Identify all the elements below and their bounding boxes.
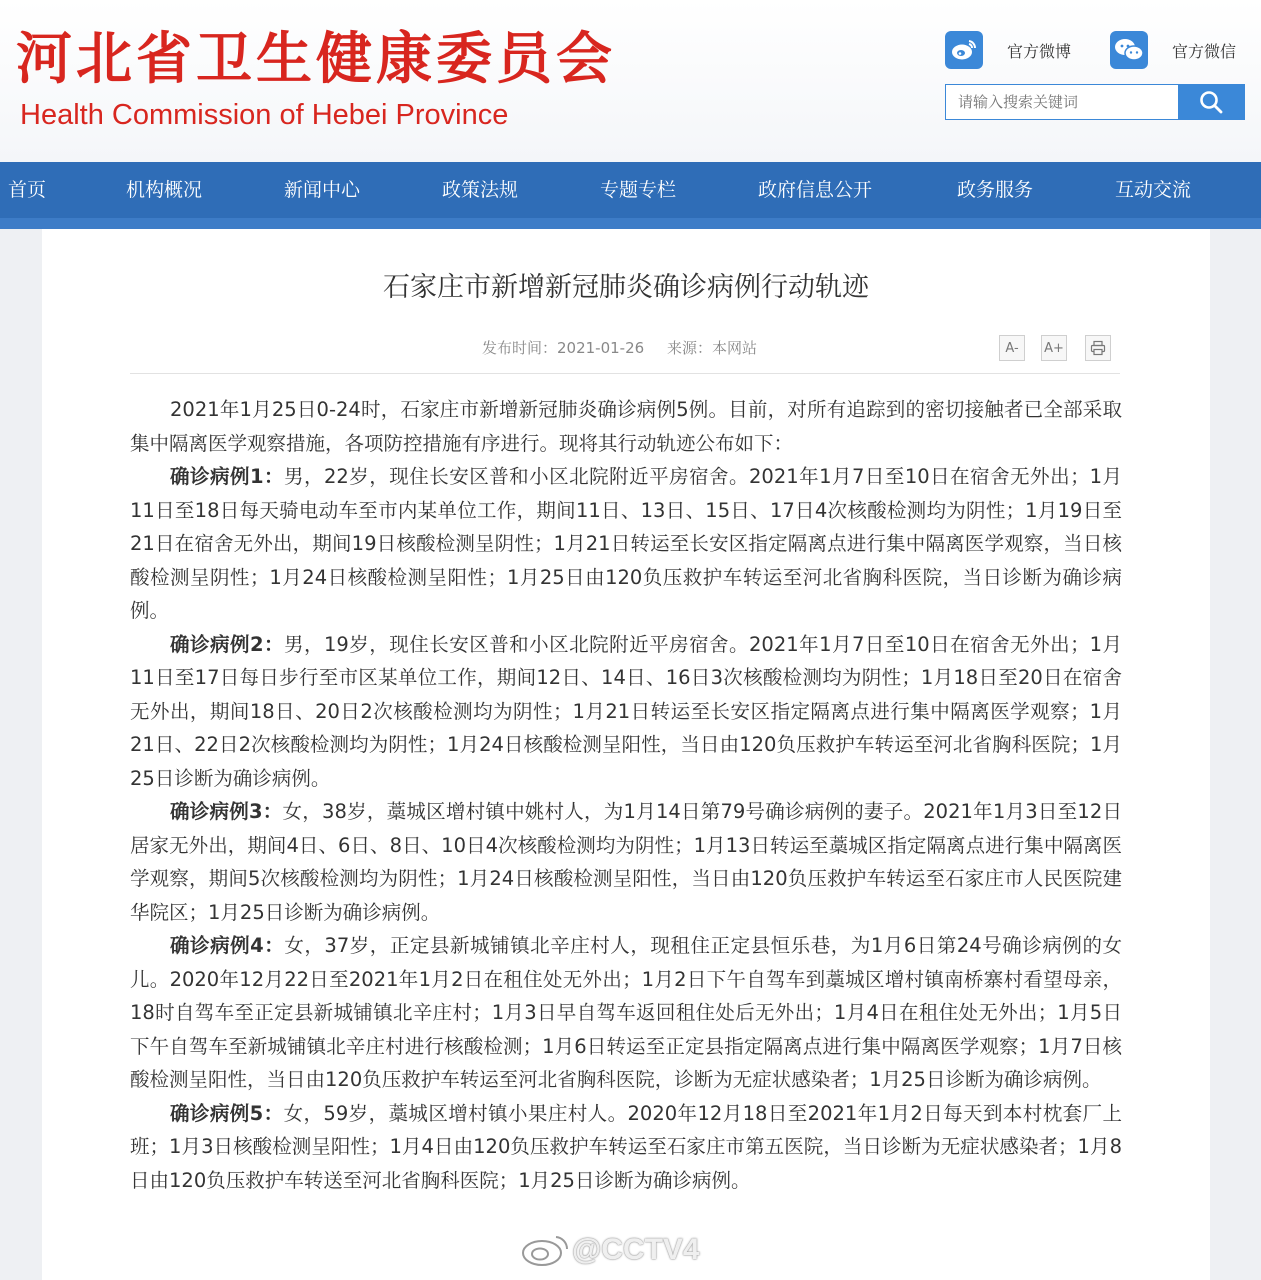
font-larger-label: A+: [1044, 340, 1064, 356]
font-larger-button[interactable]: [1041, 335, 1067, 361]
wechat-link[interactable]: [1110, 30, 1236, 70]
case-label: 确诊病例2：: [170, 632, 284, 656]
article-intro: 2021年1月25日0-24时，石家庄市新增新冠肺炎确诊病例5例。目前，对所有追踪到的密切接触者已全部采取集中隔离医学观察措施，各项防控措施有序进行。现将其行动轨迹公布如下：: [130, 398, 1122, 455]
case-text: 女，37岁，正定县新城铺镇北辛庄村人，现租住正定县恒乐巷，为1月6日第24号确诊病例的女儿。2020年12月22日至2021年1月2日在租住处无外出；1月2日下午自驾车到藁城区增村镇南桥寨村看望母亲，18时自驾车至正定县新城铺镇北辛庄村；1月3日早自驾车返回租住处后无外出；1月4日在租住处无外出；1月5日下午自驾车至新城铺镇北辛庄村进行核酸检测；1月6日转运至正定县指定隔离点进行集中隔离医学观察；1月7日核酸检测呈阳性，当日由120负压救护车转运至河北省胸科医院，诊断为无症状感染者；1月25日诊断为确诊病例。: [130, 934, 1122, 1091]
nav-item-about[interactable]: 机构概况: [126, 179, 203, 201]
watermark: [520, 1228, 700, 1272]
nav-underline: [0, 218, 1261, 229]
watermark-text: @CCTV4: [572, 1233, 700, 1266]
nav-item-news[interactable]: 新闻中心: [284, 179, 361, 201]
site-header: [0, 0, 1261, 162]
search-icon: [1199, 90, 1223, 114]
article-body: [130, 393, 1122, 1197]
case-label: 确诊病例1：: [170, 465, 284, 488]
font-smaller-button[interactable]: [999, 335, 1025, 361]
search-input[interactable]: [946, 85, 1178, 119]
case-label: 确诊病例3：: [170, 800, 283, 823]
search-box: [945, 84, 1245, 120]
case-label: 确诊病例5：: [170, 1101, 284, 1125]
wechat-icon[interactable]: [1110, 31, 1148, 69]
nav-item-policy[interactable]: 政策法规: [442, 179, 519, 201]
case-paragraph: [130, 795, 1122, 929]
case-text: 男，19岁，现住长安区普和小区北院附近平房宿舍。2021年1月7日至10日在宿舍无外出；1月11日至17日每日步行至市区某单位工作，期间12日、14日、16日3次核酸检测均为阴性；1月18日至20日在宿舍无外出，期间18日、20日2次核酸检测均为阴性；1月21日转运至长安区指定隔离点进行集中隔离医学观察；1月21日、22日2次核酸检测均为阴性；1月24日核酸检测呈阳性，当日由120负压救护车转运至河北省胸科医院；1月25日诊断为确诊病例。: [130, 632, 1122, 790]
case-text: 女，38岁，藁城区增村镇中姚村人，为1月14日第79号确诊病例的妻子。2021年1月3日至12日居家无外出，期间4日、6日、8日、10日4次核酸检测均为阴性；1月13日转运至藁城区指定隔离点进行集中隔离医学观察，期间5次核酸检测均为阴性；1月24日核酸检测呈阳性，当日由120负压救护车转运至石家庄市人民医院建华院区；1月25日诊断为确诊病例。: [130, 800, 1122, 924]
nav-item-interaction[interactable]: 互动交流: [1115, 179, 1192, 201]
case-label: 确诊病例4：: [170, 934, 285, 957]
nav-item-services[interactable]: 政务服务: [957, 179, 1034, 201]
weibo-icon: [520, 1232, 572, 1268]
nav-item-gov-info[interactable]: 政府信息公开: [758, 179, 873, 201]
case-paragraph: [130, 1097, 1122, 1198]
weibo-label[interactable]: 官方微博: [1007, 41, 1072, 61]
case-paragraph: [130, 628, 1122, 796]
meta-divider: [130, 373, 1120, 374]
print-icon: [1090, 340, 1106, 356]
site-logo-cn[interactable]: 河北省卫生健康委员会: [16, 27, 616, 92]
case-text: 女，59岁，藁城区增村镇小果庄村人。2020年12月18日至2021年1月2日每天到本村枕套厂上班；1月3日核酸检测呈阳性；1月4日由120负压救护车转运至石家庄市第五医院，当日诊断为无症状感染者；1月8日由120负压救护车转送至河北省胸科医院；1月25日诊断为确诊病例。: [130, 1101, 1122, 1192]
article-title: 石家庄市新增新冠肺炎确诊病例行动轨迹: [383, 272, 869, 303]
weibo-link[interactable]: [945, 30, 1071, 70]
article-source: 来源：本网站: [666, 339, 757, 357]
search-button[interactable]: [1178, 85, 1244, 119]
font-smaller-label: A-: [1005, 340, 1019, 356]
wechat-label[interactable]: 官方微信: [1172, 41, 1237, 61]
case-paragraph: [130, 929, 1122, 1097]
print-button[interactable]: [1085, 335, 1111, 361]
case-text: 男，22岁，现住长安区普和小区北院附近平房宿舍。2021年1月7日至10日在宿舍无外出；1月11日至18日每天骑电动车至市内某单位工作，期间11日、13日、15日、17日4次核酸检测均为阴性；1月19日至21日在宿舍无外出，期间19日核酸检测呈阴性；1月21日转运至长安区指定隔离点进行集中隔离医学观察，当日核酸检测呈阴性；1月24日核酸检测呈阳性；1月25日由120负压救护车转运至河北省胸科医院，当日诊断为确诊病例。: [130, 465, 1122, 622]
nav-item-home[interactable]: 首页: [8, 179, 47, 201]
main-nav: [0, 162, 1261, 218]
case-paragraph: [130, 460, 1122, 628]
weibo-icon[interactable]: [945, 31, 983, 69]
article-meta: [482, 337, 757, 358]
publish-time: 发布时间：2021-01-26: [482, 339, 645, 357]
site-logo-en[interactable]: Health Commission of Hebei Province: [20, 99, 509, 131]
nav-item-topics[interactable]: 专题专栏: [600, 179, 677, 201]
